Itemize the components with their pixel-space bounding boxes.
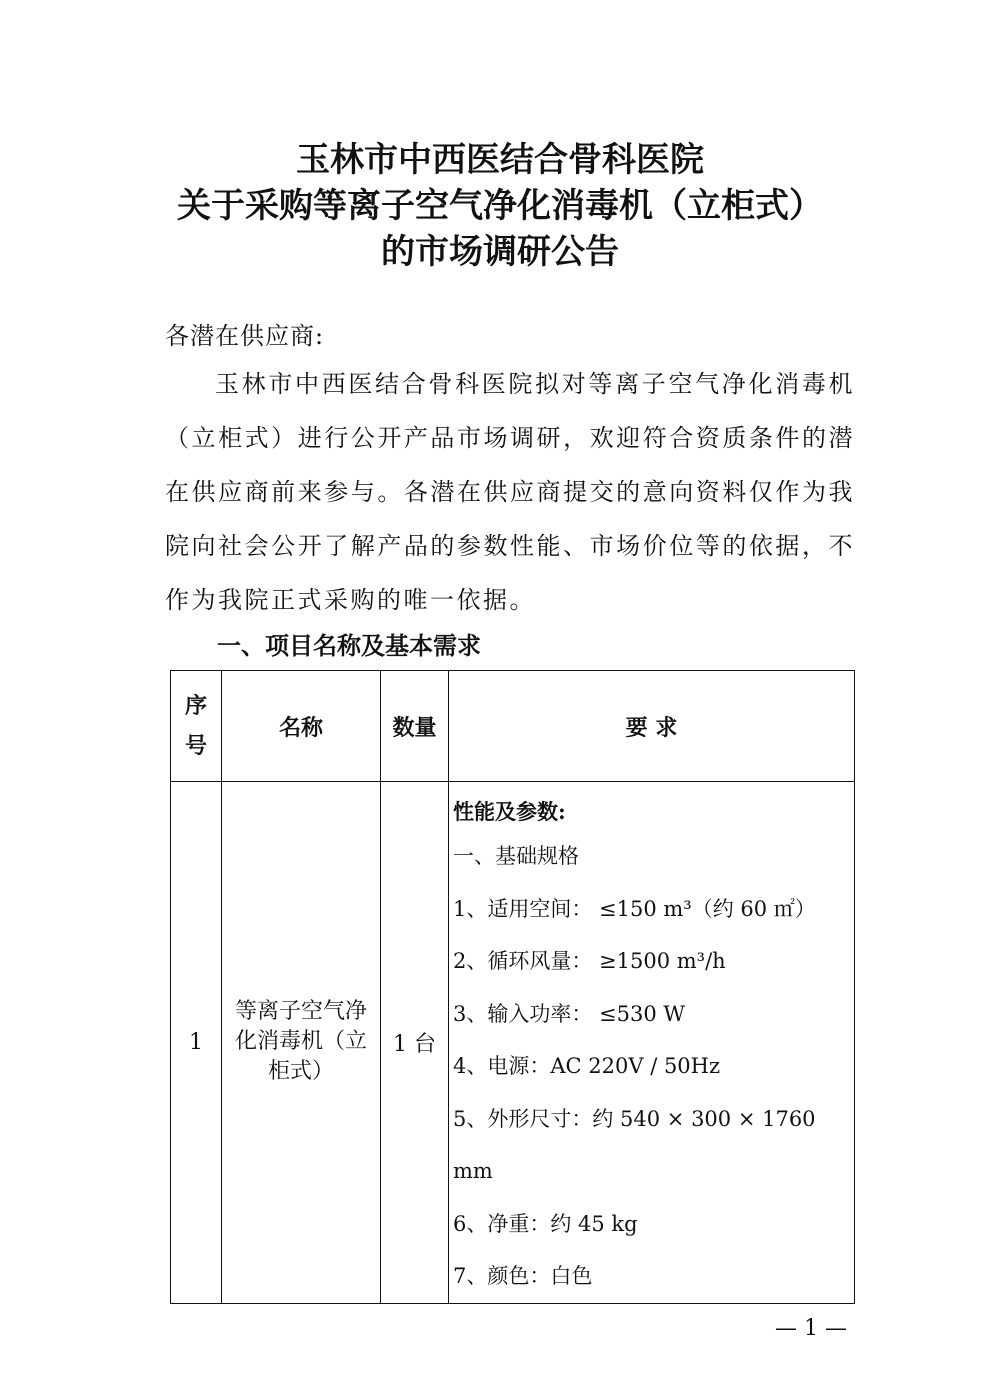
- header-name: 名称: [222, 671, 381, 782]
- req-line: 3、输入功率： ≤530 W: [453, 1001, 685, 1026]
- req-line: 2、循环风量： ≥1500 m³/h: [453, 949, 726, 973]
- header-req: 要 求: [449, 671, 855, 782]
- title-line-3: 的市场调研公告: [381, 232, 619, 272]
- cell-requirements: [449, 782, 855, 1304]
- header-qty: 数量: [381, 671, 449, 782]
- title-line-1: 玉林市中西医结合骨科医院: [296, 140, 704, 180]
- page-number: — 1 —: [775, 1316, 847, 1341]
- salutation: 各潜在供应商:: [165, 322, 325, 350]
- cell-qty: 1 台: [381, 782, 449, 1304]
- cell-name: 等离子空气净化消毒机（立柜式）: [222, 782, 381, 1304]
- req-line: 1、适用空间： ≤150 m³（约 60 ㎡）: [453, 896, 816, 921]
- req-line: 5、外形尺寸：约 540 × 300 × 1760 mm: [453, 1106, 816, 1183]
- req-line: 6、净重：约 45 kg: [453, 1211, 638, 1236]
- title-line-2: 关于采购等离子空气净化消毒机（立柜式）: [177, 186, 823, 226]
- header-no: 序号: [171, 671, 222, 782]
- section-heading: 一、项目名称及基本需求: [217, 631, 481, 660]
- cell-no: 1: [171, 782, 222, 1304]
- req-heading: 性能及参数:: [453, 799, 566, 824]
- req-line: 7、颜色：白色: [453, 1264, 593, 1288]
- requirements-table: [170, 670, 855, 1304]
- req-line: 4、电源：AC 220V / 50Hz: [453, 1054, 721, 1078]
- req-line: 一、基础规格: [453, 844, 579, 868]
- table-row: [171, 782, 855, 1304]
- intro-paragraph: 玉林市中西医结合骨科医院拟对等离子空气净化消毒机（立柜式）进行公开产品市场调研，欢迎符合资质条件的潜在供应商前来参与。各潜在供应商提交的意向资料仅作为我院向社会公开了解产品的参数性能、市场价位等的依据，不作为我院正式采购的唯一依据。: [165, 370, 855, 614]
- table-header-row: [171, 671, 855, 782]
